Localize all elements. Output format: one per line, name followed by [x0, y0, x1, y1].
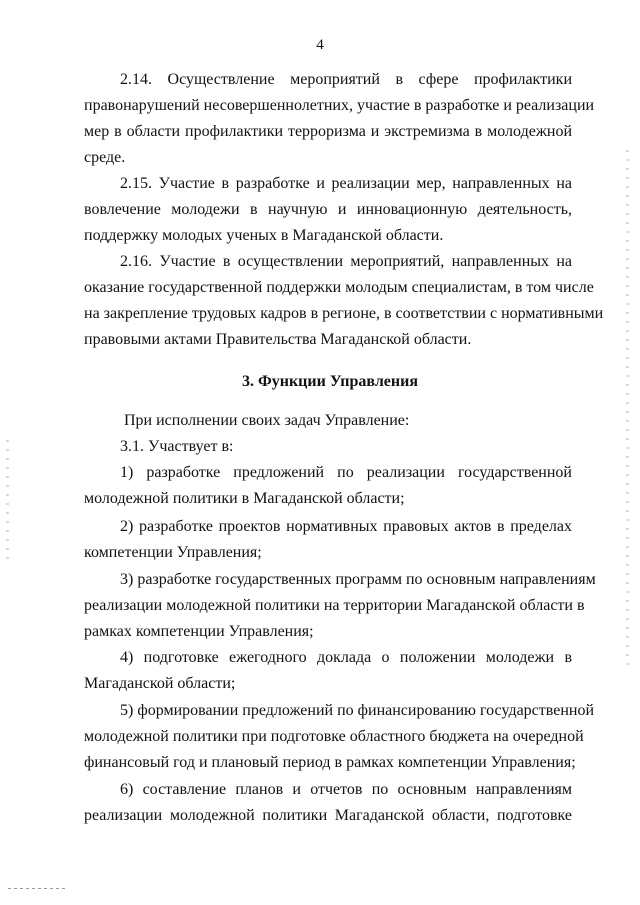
paragraph-2-16-line: оказание государственной поддержки молодым специалистам, в том числе	[84, 279, 594, 296]
paragraph-2-15-line: вовлечение молодежи в научную и инновационную деятельность,	[84, 201, 572, 218]
list-item-line: Магаданской области;	[84, 675, 236, 692]
paragraph-2-14-line: мер в области профилактики терроризма и экстремизма в молодежной	[84, 123, 572, 140]
intro-text: При исполнении своих задач Управление:	[124, 412, 410, 429]
paragraph-2-16-line: правовыми актами Правительства Магаданской области.	[84, 331, 472, 348]
paragraph-2-14-line: 2.14. Осуществление мероприятий в сфере профилактики	[120, 71, 572, 88]
item-3-1: 3.1. Участвует в:	[120, 438, 234, 455]
list-item-line: реализации молодежной политики на территории Магаданской области в	[84, 597, 585, 614]
list-item-line: молодежной политики в Магаданской области;	[84, 490, 405, 507]
paragraph-2-15-line: поддержку молодых ученых в Магаданской области.	[84, 227, 444, 244]
paragraph-2-15-line: 2.15. Участие в разработке и реализации мер, направленных на	[120, 175, 572, 192]
paragraph-2-16-line: на закрепление трудовых кадров в регионе, в соответствии с нормативными	[84, 305, 604, 322]
list-item-line: 4) подготовке ежегодного доклада о положении молодежи в	[120, 649, 572, 666]
scan-artifact-bottom	[8, 888, 68, 889]
list-item-line: 3) разработке государственных программ по основным направлениям	[120, 571, 596, 588]
list-item-line: рамках компетенции Управления;	[84, 623, 314, 640]
list-item-line: компетенции Управления;	[84, 544, 262, 561]
list-item-line: реализации молодежной политики Магаданской области, подготовке	[84, 807, 572, 824]
paragraph-2-14-line: правонарушений несовершеннолетних, участие в разработке и реализации	[84, 97, 595, 114]
section-heading: 3. Функции Управления	[242, 373, 418, 390]
page-number: 4	[316, 37, 324, 53]
list-item-line: 2) разработке проектов нормативных правовых актов в пределах	[120, 518, 572, 535]
scan-artifact-left	[6, 440, 9, 560]
list-item-line: 5) формировании предложений по финансированию государственной	[120, 702, 595, 719]
list-item-line: 6) составление планов и отчетов по основным направлениям	[120, 781, 572, 798]
list-item-line: финансовый год и плановый период в рамках компетенции Управления;	[84, 754, 576, 771]
list-item-line: молодежной политики при подготовке областного бюджета на очередной	[84, 728, 584, 745]
scan-artifact-right	[626, 150, 629, 670]
list-item-line: 1) разработке предложений по реализации государственной	[120, 464, 572, 481]
paragraph-2-16-line: 2.16. Участие в осуществлении мероприятий, направленных на	[120, 253, 572, 270]
paragraph-2-14-line: среде.	[84, 149, 126, 166]
